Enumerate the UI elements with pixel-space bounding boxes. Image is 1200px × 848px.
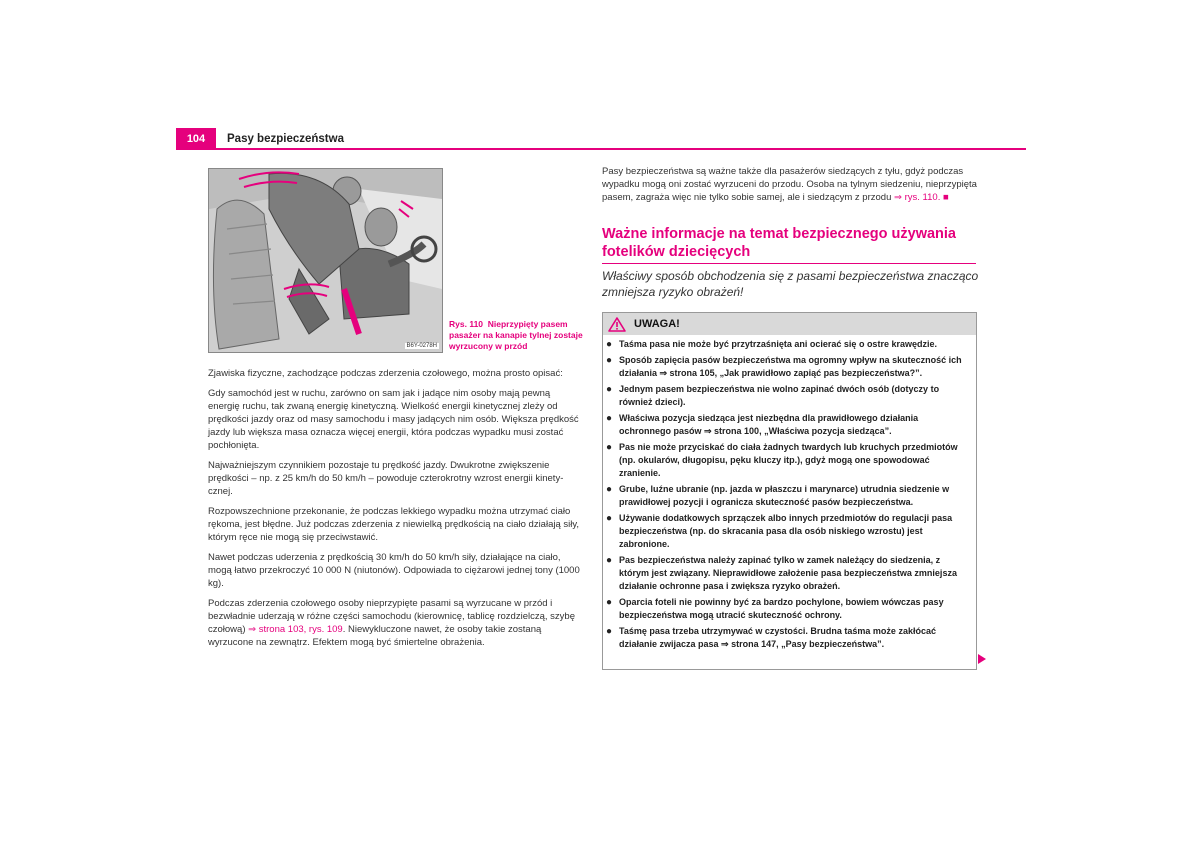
right-intro-text: Pasy bezpieczeństwa są ważne także dla pasażerów siedzących z tyłu, gdyż podczas wypadku mogą oni zostać wyrzuceni do przodu. Osoba na tylnym siedzeniu, nieprzypięta pasem, zagraża więc nie tylko sobie samej, ale i siedzącym z przodu ⇒ rys. 110. ■ — [602, 166, 977, 203]
list-item: ● Używanie dodatkowych sprzączek albo innych przedmiotów do regulacji pasa bezpieczeństwa (np. do skracania pasa dla osób niskiego wzrostu) jest zabronione. — [606, 513, 953, 549]
warning-header — [603, 313, 976, 335]
caption-text: Nieprzypięty pasem pasażer na kanapie tylnej zostaje wyrzucony w przód — [449, 319, 583, 351]
paragraph: Najważniejszym czynnikiem pozostaje tu prędkość jazdy. Dwukrotne zwiększenie prędkości – np. z 25 km/h do 50 km/h – powoduje czterokrotny wzrost energii kinetycznej. — [208, 460, 564, 497]
figure-caption — [449, 319, 584, 352]
paragraph: Rozpowszechnione przekonanie, że podczas lekkiego wypadku można utrzymać ciało rękoma, jest błędne. Już podczas zderzenia z niewielką prędkością na ciało działają siły, którym ręce nie mogą się przeciwstawić. — [208, 506, 580, 543]
caption-label: Rys. 110 — [449, 319, 484, 329]
warning-list — [603, 335, 976, 651]
heading-rule — [602, 263, 976, 264]
figure-code: B6Y-0278H — [406, 343, 437, 349]
header-rule — [176, 148, 1026, 150]
list-item: ● Sposób zapięcia pasów bezpieczeństwa ma ogromny wpływ na skuteczność ich działania ⇒ strona 105, „Jak prawidłowo zapiąć pas bezpieczeństwa?”. — [606, 355, 962, 378]
left-column-text — [208, 367, 584, 656]
list-item: ● Taśmę pasa trzeba utrzymywać w czystości. Brudna taśma może zakłócać działanie zwijacza pasa ⇒ strona 147, „Pasy bezpieczeństwa”. — [606, 626, 936, 649]
list-item: ● Grube, luźne ubranie (np. jazda w płaszczu i marynarce) utrudnia siedzenie w prawidłowej pozycji i ogranicza skuteczność pasów bezpieczeństwa. — [606, 484, 950, 507]
cross-reference-link[interactable]: ⇒ rys. 110 — [894, 192, 938, 203]
continue-arrow-icon — [978, 654, 986, 664]
list-item: ● Właściwa pozycja siedząca jest niezbędna dla prawidłowego działania ochronnego pasów ⇒ strona 100, „Właściwa pozycja siedząca”. — [606, 413, 919, 436]
warning-triangle-icon — [608, 317, 626, 332]
page-number: 104 — [176, 128, 216, 150]
cross-reference-link[interactable]: ⇒ strona 103, rys. 109 — [248, 624, 343, 635]
paragraph: Podczas zderzenia czołowego osoby nieprzypięte pasami są wyrzucane w przód i bezwładnie uderzają w różne części samochodu (kierownicę, tablicę rozdzielczą, szybę czołową) ⇒ strona 103, rys. 109. Niewykluczone nawet, że osoby takie zostaną wyrzucone na zewnątrz. Efektem mogą być śmiertelne obrażenia. — [208, 598, 575, 648]
list-item: ● Jednym pasem bezpieczeństwa nie wolno zapinać dwóch osób (dotyczy to również dzieci). — [606, 384, 940, 407]
section-heading: Ważne informacje na temat bezpiecznego używania fotelików dziecięcych — [602, 226, 956, 260]
paragraph: Nawet podczas uderzenia z prędkością 30 km/h do 50 km/h siły, działające na ciało, mogą łatwo przekroczyć 10 000 N (niutonów). Odpowiada to ciężarowi jednej tony (1000 kg). — [208, 552, 580, 589]
list-item: ● Pas bezpieczeństwa należy zapinać tylko w zamek należący do siedzenia, z którym jest związany. Nieprawidłowe założenie pasa bezpieczeństwa zmniejsza działanie ochronne pasa i zwiększa ryzyko obrażeń. — [606, 555, 957, 591]
warning-title: UWAGA! — [634, 318, 680, 330]
section-subtitle: Właściwy sposób obchodzenia się z pasami bezpieczeństwa znacząco zmniejsza ryzyko obrażeń! — [602, 269, 979, 299]
section-title: Pasy bezpieczeństwa — [227, 133, 344, 145]
warning-box — [602, 312, 977, 670]
list-item: ● Pas nie może przyciskać do ciała żadnych twardych lub kruchych przedmiotów (np. okularów, długopisu, pęku kluczy itp.), gdyż mogą one spowodować zranienie. — [606, 442, 958, 478]
paragraph: Zjawiska fizyczne, zachodzące podczas zderzenia czołowego, można prosto opisać: — [208, 368, 563, 379]
section-end-mark: . ■ — [937, 192, 949, 203]
illustration-figure — [208, 168, 443, 353]
paragraph: Gdy samochód jest w ruchu, zarówno on sam jak i jadące nim osoby mają pewną energię ruchu, tak zwaną energię kinetyczną. Wielkość energii kinetycznej zleży od prędkości jazdy oraz od masy samochodu i masy jadących nim osób. Większa prędkość jazdy lub większa masa oznacza więcej energii, która podczas wypadku musi zostać pochłonięta. — [208, 388, 579, 451]
list-item: ● Oparcia foteli nie powinny być za bardzo pochylone, bowiem wówczas pasy bezpieczeństwa mogą utracić skuteczność ochrony. — [606, 597, 944, 620]
list-item: ● Taśma pasa nie może być przytrzaśnięta ani ocierać się o ostre krawędzie. — [606, 339, 937, 350]
